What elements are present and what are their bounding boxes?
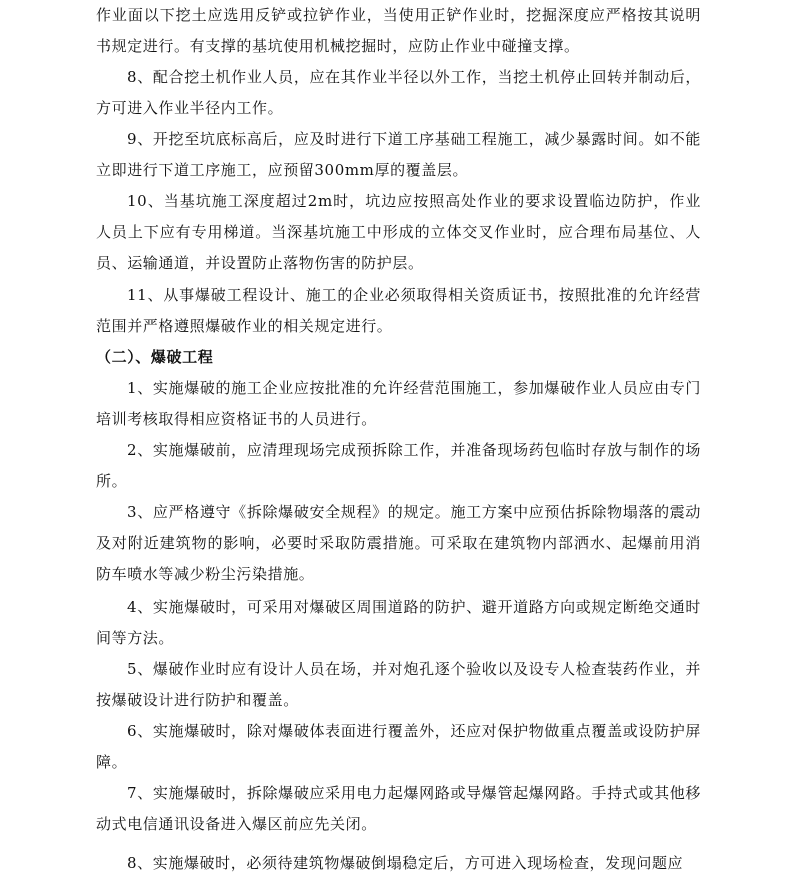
- blasting-item-6: 6、实施爆破时，除对爆破体表面进行覆盖外，还应对保护物做重点覆盖或设防护屏障。: [96, 722, 701, 771]
- blasting-item-7: 7、实施爆破时，拆除爆破应采用电力起爆网路或导爆管起爆网路。手持式或其他移动式电信通讯设备进入爆区前应先关闭。: [96, 784, 701, 833]
- blasting-item-5: 5、爆破作业时应有设计人员在场，并对炮孔逐个验收以及设专人检查装药作业，并按爆破设计进行防护和覆盖。: [96, 660, 701, 709]
- paragraph-excavation-continued: 作业面以下挖土应选用反铲或拉铲作业，当使用正铲作业时，挖掘深度应严格按其说明书规定进行。有支撑的基坑使用机械挖掘时，应防止作业中碰撞支撑。: [96, 6, 701, 55]
- blasting-item-4: 4、实施爆破时，可采用对爆破区周围道路的防护、避开道路方向或规定断绝交通时间等方法。: [96, 598, 701, 647]
- blasting-item-8: 8、实施爆破时，必须待建筑物爆破倒塌稳定后，方可进入现场检查，发现问题应: [127, 854, 684, 872]
- paragraph-item-10: 10、当基坑施工深度超过2m时，坑边应按照高处作业的要求设置临边防护，作业人员上下应有专用梯道。当深基坑施工中形成的立体交叉作业时，应合理布局基位、人员、运输通道，并设置防止落物伤害的防护层。: [96, 192, 701, 272]
- paragraph-item-11: 11、从事爆破工程设计、施工的企业必须取得相关资质证书，按照批准的允许经营范围并严格遵照爆破作业的相关规定进行。: [96, 286, 701, 335]
- blasting-item-1: 1、实施爆破的施工企业应按批准的允许经营范围施工，参加爆破作业人员应由专门培训考核取得相应资格证书的人员进行。: [96, 379, 701, 428]
- paragraph-item-9: 9、开挖至坑底标高后，应及时进行下道工序基础工程施工，减少暴露时间。如不能立即进行下道工序施工，应预留300mm厚的覆盖层。: [96, 130, 701, 179]
- blasting-item-3: 3、应严格遵守《拆除爆破安全规程》的规定。施工方案中应预估拆除物塌落的震动及对附近建筑物的影响，必要时采取防震措施。可采取在建筑物内部洒水、起爆前用消防车喷水等减少粉尘污染措施。: [96, 503, 701, 583]
- blasting-item-2: 2、实施爆破前，应清理现场完成预拆除工作，并准备现场药包临时存放与制作的场所。: [96, 441, 701, 490]
- section-heading-blasting: （二）、爆破工程: [96, 348, 214, 366]
- paragraph-item-8: 8、配合挖土机作业人员，应在其作业半径以外工作，当挖土机停止回转并制动后，方可进入作业半径内工作。: [96, 68, 701, 117]
